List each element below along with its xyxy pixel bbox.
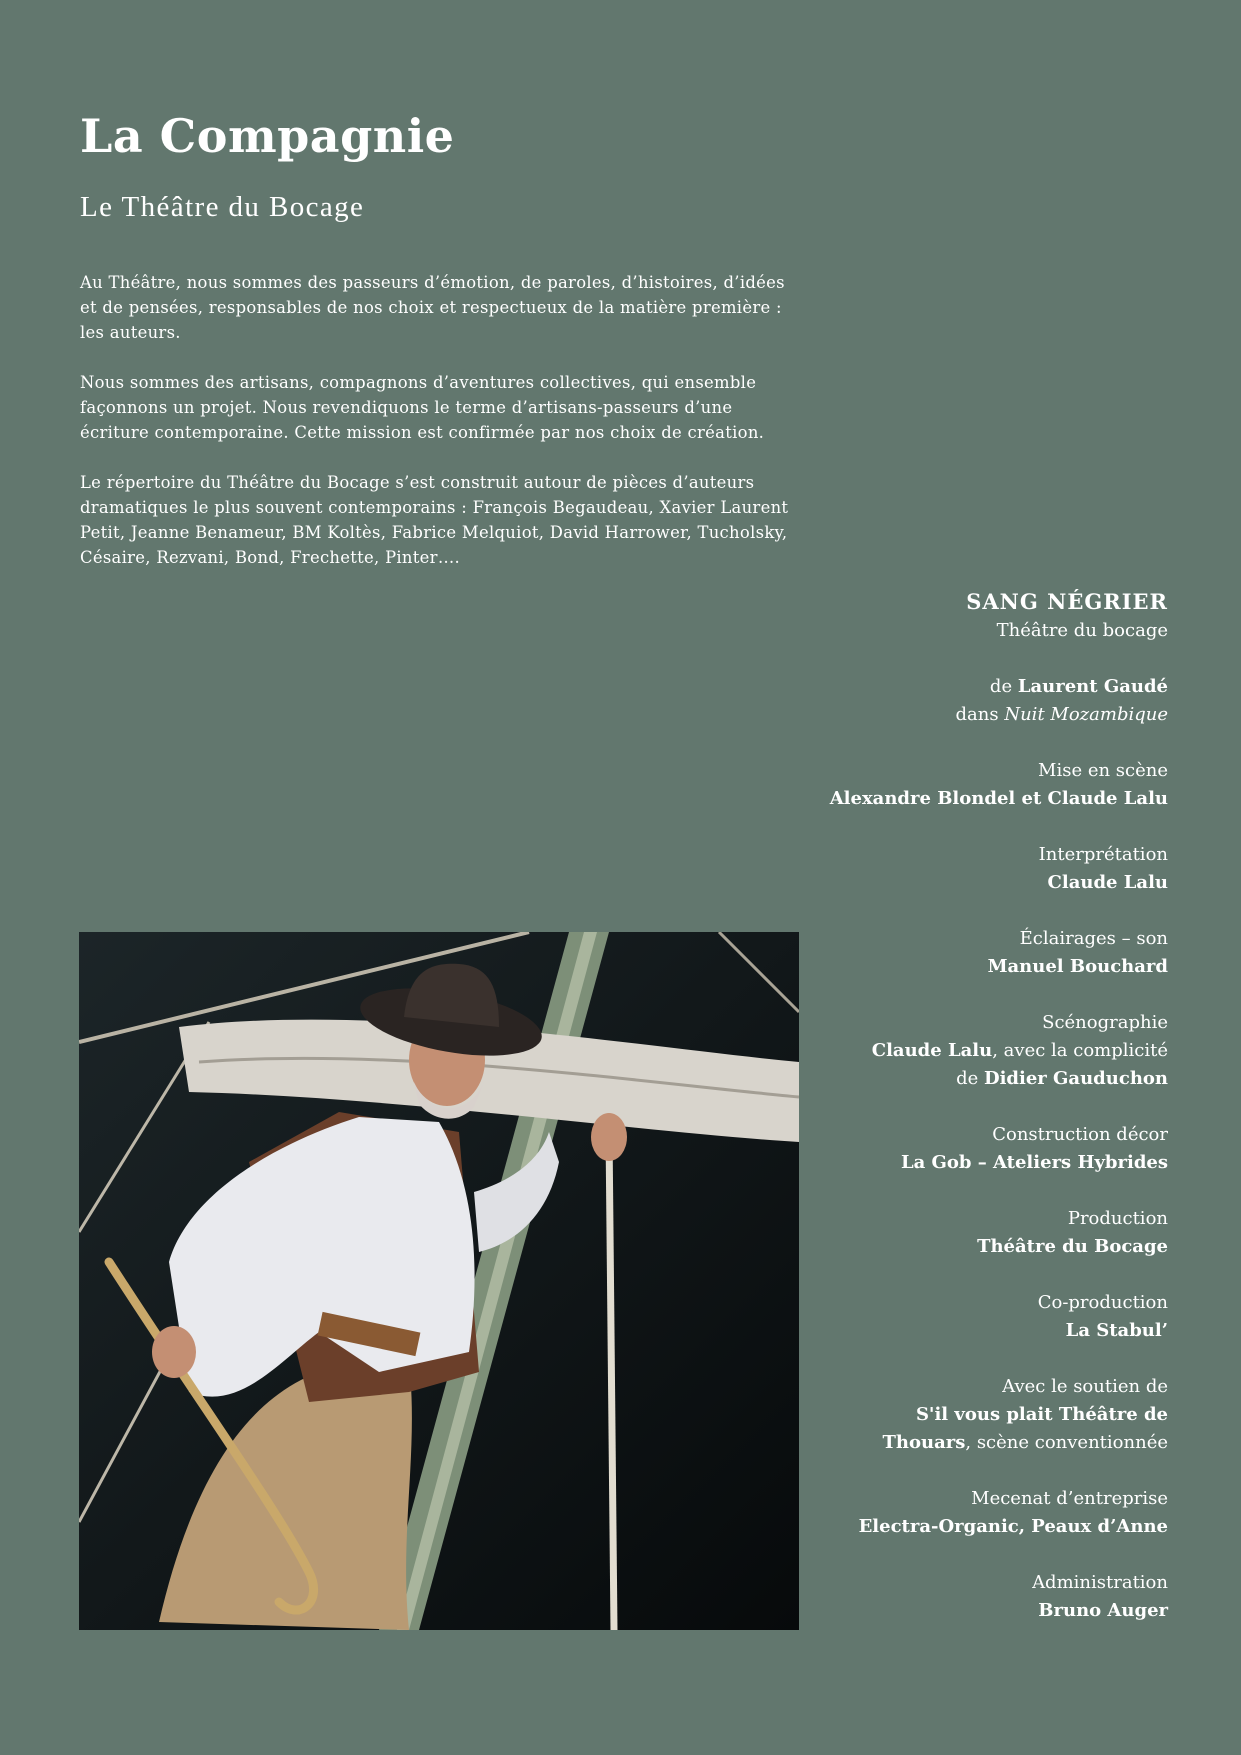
intro-paragraph: Nous sommes des artisans, compagnons d’aventures collectives, qui ensemble façonnons un projet. Nous revendiquons le terme d’artisans-passeurs d’une écriture contemporaine. Cette mission est confirmée par nos choix de création. [80,373,765,442]
credit-value: Thouars [882,1432,966,1453]
credit-label: Mise en scène [1038,760,1168,781]
stage-photo [79,932,799,1630]
credits-performance [728,841,1168,897]
page-subtitle: Le Théâtre du Bocage [80,191,365,223]
credits-patron [728,1485,1168,1541]
credits-production [728,1205,1168,1261]
credits-admin [728,1569,1168,1625]
intro-paragraph: Le répertoire du Théâtre du Bocage s’est construit autour de pièces d’auteurs dramatiques le plus souvent contemporains : François Begaudeau, Xavier Laurent Petit, Jeanne Benameur, BM Koltès, Fabrice Melquiot, David Harrower, Tucholsky, Césaire, Rezvani, Bond, Frechette, Pinter…. [80,473,789,567]
credit-label: Scénographie [1042,1012,1168,1033]
credits-coproduction [728,1289,1168,1345]
credit-value: Bruno Auger [1038,1600,1168,1621]
credits-show [728,587,1168,645]
credit-label: Administration [1032,1572,1168,1593]
credit-value: S'il vous plait Théâtre de [915,1404,1168,1425]
page-title: La Compagnie [80,109,455,163]
intro-paragraph: Au Théâtre, nous sommes des passeurs d’émotion, de paroles, d’histoires, d’idées et de pensées, responsables de nos choix et respectueux de la matière première : les auteurs. [80,273,785,342]
credit-text: , scène conventionnée [965,1432,1168,1453]
credit-text: , avec la complicité [992,1040,1168,1061]
actor-hand [591,1113,627,1161]
credits-scenography [728,1009,1168,1093]
credits-author [728,673,1168,729]
author-name: Laurent Gaudé [1017,676,1168,697]
intro-text [80,270,806,595]
credit-label: Interprétation [1038,844,1168,865]
credit-value: Claude Lalu [1047,872,1168,893]
credit-label: Production [1067,1208,1168,1229]
credits-support [728,1373,1168,1457]
credit-value: La Stabul’ [1065,1320,1168,1341]
credit-text: de [956,1068,984,1089]
credit-value: Alexandre Blondel et Claude Lalu [829,788,1168,809]
credits-lighting [728,925,1168,981]
credit-value: Manuel Bouchard [987,956,1168,977]
credit-label: Mecenat d’entreprise [971,1488,1168,1509]
credit-label: Co-production [1037,1292,1168,1313]
credits-staging [728,757,1168,813]
credit-label: Construction décor [992,1124,1168,1145]
stage-photo-illustration [79,932,799,1630]
show-title: SANG NÉGRIER [966,589,1168,614]
show-company: Théâtre du bocage [996,620,1168,641]
credit-value: La Gob – Ateliers Hybrides [900,1152,1168,1173]
credit-value: Théâtre du Bocage [977,1236,1168,1257]
credit-value: Electra-Organic, Peaux d’Anne [858,1516,1168,1537]
credit-value: Claude Lalu [871,1040,993,1061]
work-prefix: dans [955,704,1005,725]
credits [728,587,1168,1653]
author-prefix: de [989,676,1018,697]
credit-label: Avec le soutien de [1002,1376,1168,1397]
work-title: Nuit Mozambique [1004,704,1168,725]
credits-set [728,1121,1168,1177]
credit-label: Éclairages – son [1019,928,1168,949]
credit-value: Didier Gauduchon [983,1068,1168,1089]
